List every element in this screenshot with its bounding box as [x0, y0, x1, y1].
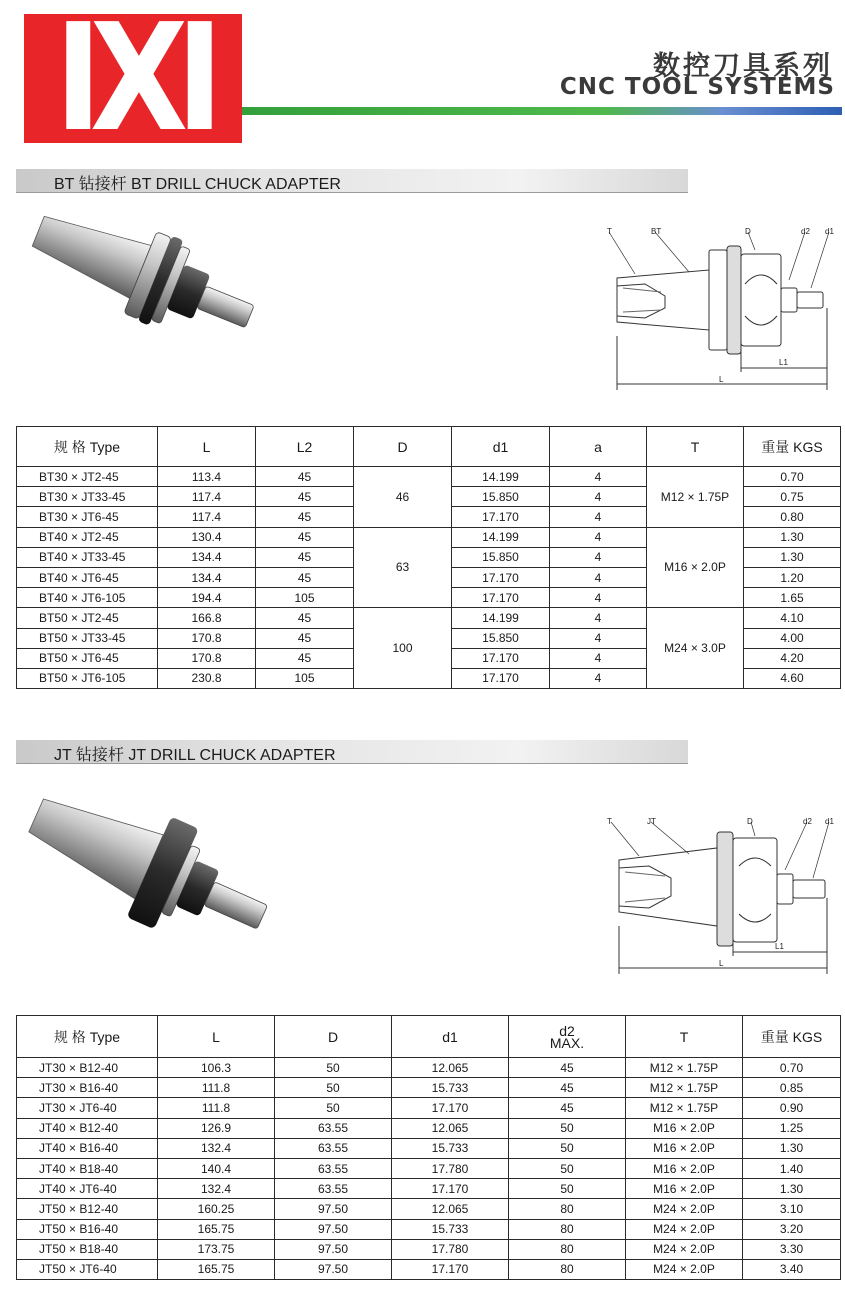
cell-d1: 17.170	[452, 507, 550, 527]
cell-d: 97.50	[275, 1199, 392, 1219]
cell-l2: 45	[256, 628, 354, 648]
bt-col-l2: L2	[256, 427, 354, 467]
cell-d1: 15.733	[392, 1138, 509, 1158]
cell-t-group: M24 × 3.0P	[647, 608, 744, 689]
cell-t: M16 × 2.0P	[626, 1179, 743, 1199]
cell-d: 50	[275, 1078, 392, 1098]
cell-kgs: 1.30	[744, 547, 841, 567]
cell-d2: 45	[509, 1078, 626, 1098]
cell-l: 132.4	[158, 1138, 275, 1158]
cell-l: 134.4	[158, 547, 256, 567]
cell-kgs: 0.80	[744, 507, 841, 527]
cell-kgs: 4.20	[744, 648, 841, 668]
cell-type: BT50 × JT6-45	[17, 648, 158, 668]
cell-l2: 45	[256, 608, 354, 628]
bt-drawing-label-l1: L1	[779, 358, 788, 367]
cell-a: 4	[550, 547, 647, 567]
bt-drawing-label-l: L	[719, 375, 724, 384]
cell-d1: 14.199	[452, 608, 550, 628]
cell-d1: 17.780	[392, 1239, 509, 1259]
bt-col-t: T	[647, 427, 744, 467]
jt-drawing-label-d1: d1	[825, 817, 834, 826]
bt-col-d1: d1	[452, 427, 550, 467]
cell-a: 4	[550, 668, 647, 688]
cell-l: 166.8	[158, 608, 256, 628]
cell-d: 63.55	[275, 1158, 392, 1178]
table-row	[17, 1058, 841, 1078]
bt-drawing-label-d: D	[745, 227, 751, 236]
cell-l2: 105	[256, 588, 354, 608]
cell-kgs: 0.70	[743, 1058, 841, 1078]
cell-d2: 45	[509, 1098, 626, 1118]
jt-drawing-label-jt: JT	[647, 817, 656, 826]
cell-d2: 50	[509, 1179, 626, 1199]
cell-d-group: 100	[354, 608, 452, 689]
cell-d: 97.50	[275, 1219, 392, 1239]
cell-l2: 45	[256, 487, 354, 507]
bt-adapter-drawing	[605, 226, 840, 396]
jt-drawing-label-d: D	[747, 817, 753, 826]
cell-t-group: M16 × 2.0P	[647, 527, 744, 608]
jt-col-t: T	[626, 1016, 743, 1058]
cell-d1: 17.170	[452, 648, 550, 668]
cell-kgs: 1.65	[744, 588, 841, 608]
cell-kgs: 1.30	[744, 527, 841, 547]
cell-type: JT30 × B12-40	[17, 1058, 158, 1078]
cell-t: M16 × 2.0P	[626, 1118, 743, 1138]
table-row	[17, 1138, 841, 1158]
cell-l: 160.25	[158, 1199, 275, 1219]
jt-col-type: 规 格 Type	[17, 1016, 158, 1058]
jt-spec-table	[16, 1015, 841, 1280]
cell-l2: 45	[256, 507, 354, 527]
cell-l: 111.8	[158, 1098, 275, 1118]
cell-kgs: 4.10	[744, 608, 841, 628]
cell-t: M12 × 1.75P	[626, 1078, 743, 1098]
jt-drawing-label-t: T	[607, 817, 612, 826]
table-row	[17, 467, 841, 487]
bt-drawing-label-d1: d1	[825, 227, 834, 236]
cell-d1: 17.170	[392, 1098, 509, 1118]
cell-d: 97.50	[275, 1259, 392, 1279]
cell-d: 63.55	[275, 1118, 392, 1138]
table-row	[17, 608, 841, 628]
cell-d1: 17.170	[392, 1179, 509, 1199]
bt-drawing-label-d2: d2	[801, 227, 810, 236]
cell-type: JT50 × B18-40	[17, 1239, 158, 1259]
cell-d1: 15.850	[452, 547, 550, 567]
cell-t: M24 × 2.0P	[626, 1219, 743, 1239]
cell-a: 4	[550, 588, 647, 608]
table-row	[17, 1179, 841, 1199]
bt-col-d: D	[354, 427, 452, 467]
cell-l: 117.4	[158, 487, 256, 507]
bt-adapter-photo	[18, 208, 268, 358]
cell-l: 134.4	[158, 567, 256, 587]
brand-title-cn: 数控刀具系列	[653, 51, 833, 82]
bt-section-banner	[16, 169, 688, 193]
bt-col-kgs: 重量 KGS	[744, 427, 841, 467]
cell-l: 126.9	[158, 1118, 275, 1138]
cell-d2: 50	[509, 1158, 626, 1178]
cell-d2: 45	[509, 1058, 626, 1078]
bt-table-header-row	[17, 427, 841, 467]
cell-a: 4	[550, 507, 647, 527]
logo-text: IXI	[54, 0, 212, 164]
cell-type: BT40 × JT2-45	[17, 527, 158, 547]
cell-l2: 45	[256, 648, 354, 668]
table-row	[17, 1098, 841, 1118]
cell-d1: 17.780	[392, 1158, 509, 1178]
cell-kgs: 3.40	[743, 1259, 841, 1279]
cell-type: BT40 × JT33-45	[17, 547, 158, 567]
cell-kgs: 4.60	[744, 668, 841, 688]
cell-l: 106.3	[158, 1058, 275, 1078]
cell-t-group: M12 × 1.75P	[647, 467, 744, 528]
cell-t: M12 × 1.75P	[626, 1058, 743, 1078]
cell-t: M24 × 2.0P	[626, 1239, 743, 1259]
cell-type: JT40 × JT6-40	[17, 1179, 158, 1199]
cell-l: 117.4	[158, 507, 256, 527]
header-divider	[242, 107, 842, 115]
bt-drawing-label-t: T	[607, 227, 612, 236]
cell-l: 170.8	[158, 648, 256, 668]
cell-l: 113.4	[158, 467, 256, 487]
cell-d1: 14.199	[452, 527, 550, 547]
cell-kgs: 1.30	[743, 1138, 841, 1158]
cell-type: JT30 × JT6-40	[17, 1098, 158, 1118]
cell-d2: 50	[509, 1118, 626, 1138]
jt-adapter-drawing	[605, 816, 840, 981]
jt-section-banner	[16, 740, 688, 764]
jt-drawing-label-d2: d2	[803, 817, 812, 826]
cell-l2: 45	[256, 527, 354, 547]
cell-a: 4	[550, 608, 647, 628]
cell-d: 97.50	[275, 1239, 392, 1259]
cell-type: JT30 × B16-40	[17, 1078, 158, 1098]
cell-kgs: 0.75	[744, 487, 841, 507]
cell-t: M16 × 2.0P	[626, 1158, 743, 1178]
cell-type: JT40 × B16-40	[17, 1138, 158, 1158]
cell-type: JT50 × B12-40	[17, 1199, 158, 1219]
jt-col-d1: d1	[392, 1016, 509, 1058]
cell-kgs: 3.20	[743, 1219, 841, 1239]
jt-adapter-photo	[18, 784, 278, 964]
cell-d: 63.55	[275, 1138, 392, 1158]
cell-d-group: 46	[354, 467, 452, 528]
cell-kgs: 1.30	[743, 1179, 841, 1199]
cell-d1: 15.850	[452, 628, 550, 648]
cell-a: 4	[550, 527, 647, 547]
jt-col-l: L	[158, 1016, 275, 1058]
table-row	[17, 527, 841, 547]
jt-drawing-label-l1: L1	[775, 942, 784, 951]
cell-kgs: 3.10	[743, 1199, 841, 1219]
cell-l: 173.75	[158, 1239, 275, 1259]
cell-type: BT50 × JT2-45	[17, 608, 158, 628]
table-row	[17, 1118, 841, 1138]
cell-d: 50	[275, 1098, 392, 1118]
cell-d1: 15.733	[392, 1219, 509, 1239]
cell-d1: 17.170	[452, 567, 550, 587]
jt-col-d2	[509, 1016, 626, 1058]
cell-l: 132.4	[158, 1179, 275, 1199]
cell-l: 194.4	[158, 588, 256, 608]
jt-col-d: D	[275, 1016, 392, 1058]
bt-section-title: BT 钻接杆 BT DRILL CHUCK ADAPTER	[54, 176, 341, 193]
table-row	[17, 1199, 841, 1219]
cell-type: JT50 × JT6-40	[17, 1259, 158, 1279]
cell-kgs: 0.85	[743, 1078, 841, 1098]
cell-type: BT30 × JT6-45	[17, 507, 158, 527]
cell-kgs: 3.30	[743, 1239, 841, 1259]
cell-d: 50	[275, 1058, 392, 1078]
cell-kgs: 1.20	[744, 567, 841, 587]
cell-a: 4	[550, 567, 647, 587]
jt-col-kgs: 重量 KGS	[743, 1016, 841, 1058]
cell-kgs: 4.00	[744, 628, 841, 648]
cell-d1: 12.065	[392, 1118, 509, 1138]
cell-type: BT40 × JT6-45	[17, 567, 158, 587]
brand-logo	[24, 0, 242, 164]
cell-kgs: 0.90	[743, 1098, 841, 1118]
cell-l2: 45	[256, 467, 354, 487]
jt-section-title: JT 钻接杆 JT DRILL CHUCK ADAPTER	[54, 747, 336, 764]
cell-t: M12 × 1.75P	[626, 1098, 743, 1118]
cell-type: BT30 × JT2-45	[17, 467, 158, 487]
table-row	[17, 1219, 841, 1239]
cell-d2: 80	[509, 1239, 626, 1259]
cell-type: JT50 × B16-40	[17, 1219, 158, 1239]
jt-drawing-label-l: L	[719, 959, 724, 968]
cell-d2: 80	[509, 1259, 626, 1279]
cell-d1: 17.170	[452, 588, 550, 608]
cell-l: 230.8	[158, 668, 256, 688]
jt-col-d2-max: MAX.	[549, 1034, 585, 1051]
brand-title-en: CNC TOOL SYSTEMS	[559, 74, 835, 100]
cell-kgs: 1.25	[743, 1118, 841, 1138]
cell-d2: 50	[509, 1138, 626, 1158]
table-row	[17, 1158, 841, 1178]
bt-col-type: 规 格 Type	[17, 427, 158, 467]
cell-type: JT40 × B18-40	[17, 1158, 158, 1178]
jt-col-d2-label: d2	[559, 1022, 575, 1039]
table-row	[17, 1078, 841, 1098]
cell-l: 165.75	[158, 1219, 275, 1239]
bt-col-l: L	[158, 427, 256, 467]
bt-drawing-label-bt: BT	[651, 227, 662, 236]
cell-l: 130.4	[158, 527, 256, 547]
cell-l2: 105	[256, 668, 354, 688]
cell-d1: 14.199	[452, 467, 550, 487]
table-row	[17, 1259, 841, 1279]
cell-l: 111.8	[158, 1078, 275, 1098]
cell-l: 170.8	[158, 628, 256, 648]
cell-t: M24 × 2.0P	[626, 1199, 743, 1219]
cell-t: M24 × 2.0P	[626, 1259, 743, 1279]
cell-kgs: 1.40	[743, 1158, 841, 1178]
bt-col-a: a	[550, 427, 647, 467]
cell-d2: 80	[509, 1199, 626, 1219]
cell-l: 165.75	[158, 1259, 275, 1279]
cell-d1: 15.850	[452, 487, 550, 507]
cell-d1: 17.170	[452, 668, 550, 688]
cell-t: M16 × 2.0P	[626, 1138, 743, 1158]
cell-l: 140.4	[158, 1158, 275, 1178]
cell-type: BT30 × JT33-45	[17, 487, 158, 507]
cell-type: BT40 × JT6-105	[17, 588, 158, 608]
cell-type: BT50 × JT6-105	[17, 668, 158, 688]
cell-d1: 12.065	[392, 1199, 509, 1219]
cell-a: 4	[550, 467, 647, 487]
cell-d-group: 63	[354, 527, 452, 608]
cell-type: JT40 × B12-40	[17, 1118, 158, 1138]
cell-kgs: 0.70	[744, 467, 841, 487]
cell-l2: 45	[256, 567, 354, 587]
cell-a: 4	[550, 628, 647, 648]
cell-d1: 12.065	[392, 1058, 509, 1078]
cell-a: 4	[550, 487, 647, 507]
cell-d1: 15.733	[392, 1078, 509, 1098]
bt-spec-table	[16, 426, 841, 689]
jt-table-header-row	[17, 1016, 841, 1058]
cell-l2: 45	[256, 547, 354, 567]
cell-d1: 17.170	[392, 1259, 509, 1279]
cell-d2: 80	[509, 1219, 626, 1239]
table-row	[17, 1239, 841, 1259]
cell-type: BT50 × JT33-45	[17, 628, 158, 648]
cell-a: 4	[550, 648, 647, 668]
cell-d: 63.55	[275, 1179, 392, 1199]
